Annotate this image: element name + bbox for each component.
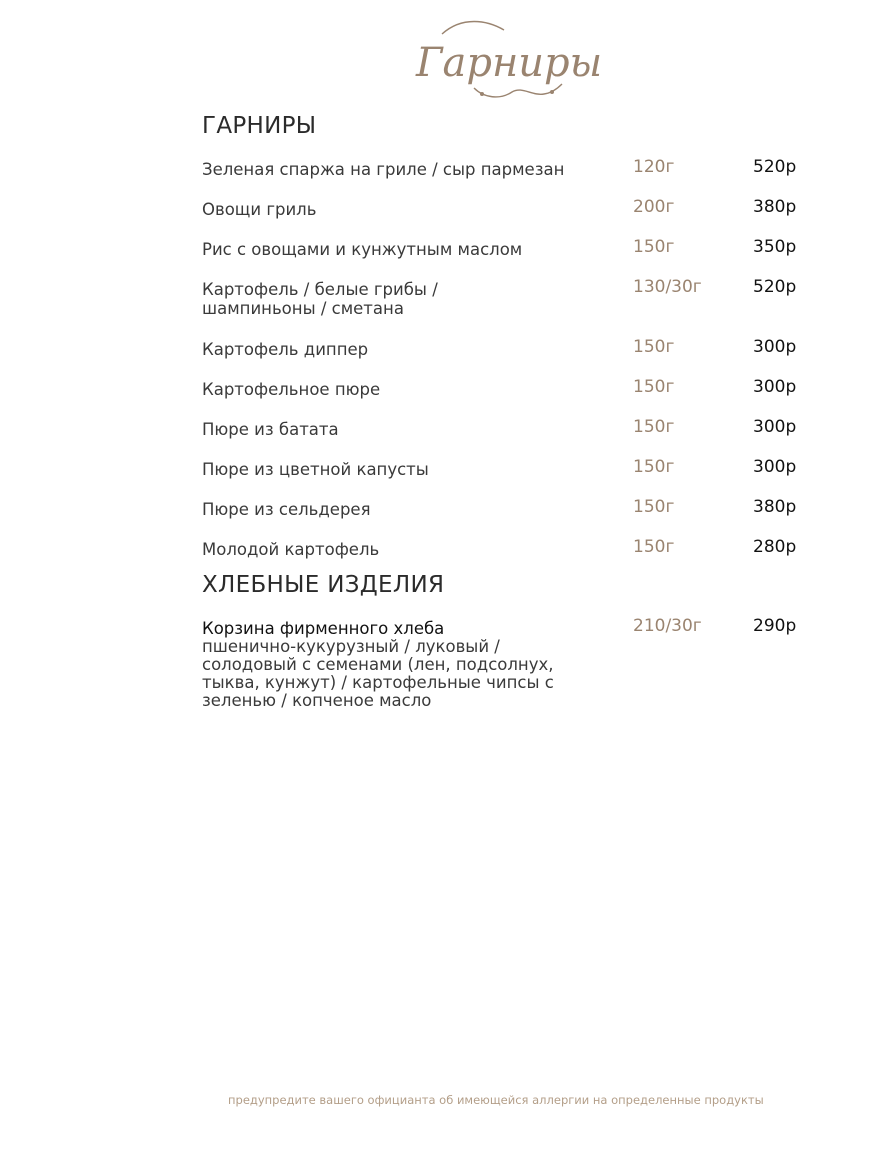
logo-ornament-dot xyxy=(480,92,484,96)
dish-price: 300р xyxy=(753,377,797,397)
dish-name xyxy=(202,280,597,318)
dish-weight: 150г xyxy=(633,337,675,357)
logo-flourish-top xyxy=(442,22,504,35)
dish-description-line: пшенично-кукурузный / луковый / xyxy=(202,637,500,656)
dish-description xyxy=(202,638,602,710)
dish-name: Овощи гриль xyxy=(202,200,317,219)
dish-name: Корзина фирменного хлеба xyxy=(202,619,445,638)
dish-weight: 150г xyxy=(633,497,675,517)
dish-name: Пюре из сельдерея xyxy=(202,500,371,519)
dish-price: 520р xyxy=(753,157,797,177)
dish-price: 290р xyxy=(753,616,797,636)
dish-weight: 200г xyxy=(633,197,675,217)
dish-name: Пюре из цветной капусты xyxy=(202,460,429,479)
dish-name: Картофельное пюре xyxy=(202,380,381,399)
dish-weight: 150г xyxy=(633,537,675,557)
dish-price: 300р xyxy=(753,457,797,477)
dish-name: Молодой картофель xyxy=(202,540,380,559)
dish-weight: 150г xyxy=(633,457,675,477)
dish-name: Пюре из батата xyxy=(202,420,339,439)
dish-name-line: шампиньоны / сметана xyxy=(202,299,404,318)
dish-name: Рис с овощами и кунжутным маслом xyxy=(202,240,523,259)
dish-name: Зеленая спаржа на гриле / сыр пармезан xyxy=(202,160,565,179)
logo-script-text: Гарниры xyxy=(416,40,602,86)
dish-weight: 130/30г xyxy=(633,277,702,297)
dish-price: 300р xyxy=(753,337,797,357)
dish-description-line: солодовый с семенами (лен, подсолнух, xyxy=(202,655,554,674)
dish-price: 350р xyxy=(753,237,797,257)
dish-description-line: зеленью / копченое масло xyxy=(202,691,432,710)
dish-price: 300р xyxy=(753,417,797,437)
dish-weight: 120г xyxy=(633,157,675,177)
dish-price: 520р xyxy=(753,277,797,297)
dish-weight: 150г xyxy=(633,377,675,397)
allergy-note: предупредите вашего официанта об имеющейся аллергии на определенные продукты xyxy=(228,1093,764,1107)
logo xyxy=(412,14,602,106)
dish-description-line: тыква, кунжут) / картофельные чипсы с xyxy=(202,673,554,692)
section-title-bread: ХЛЕБНЫЕ ИЗДЕЛИЯ xyxy=(202,572,445,598)
dish-name-line: Картофель / белые грибы / xyxy=(202,280,438,299)
dish-weight: 210/30г xyxy=(633,616,702,636)
dish-price: 380р xyxy=(753,497,797,517)
logo-ornament-dot xyxy=(550,90,554,94)
dish-name: Картофель диппер xyxy=(202,340,369,359)
section-title-garnish: ГАРНИРЫ xyxy=(202,113,317,139)
dish-weight: 150г xyxy=(633,237,675,257)
dish-weight: 150г xyxy=(633,417,675,437)
dish-price: 380р xyxy=(753,197,797,217)
dish-price: 280р xyxy=(753,537,797,557)
